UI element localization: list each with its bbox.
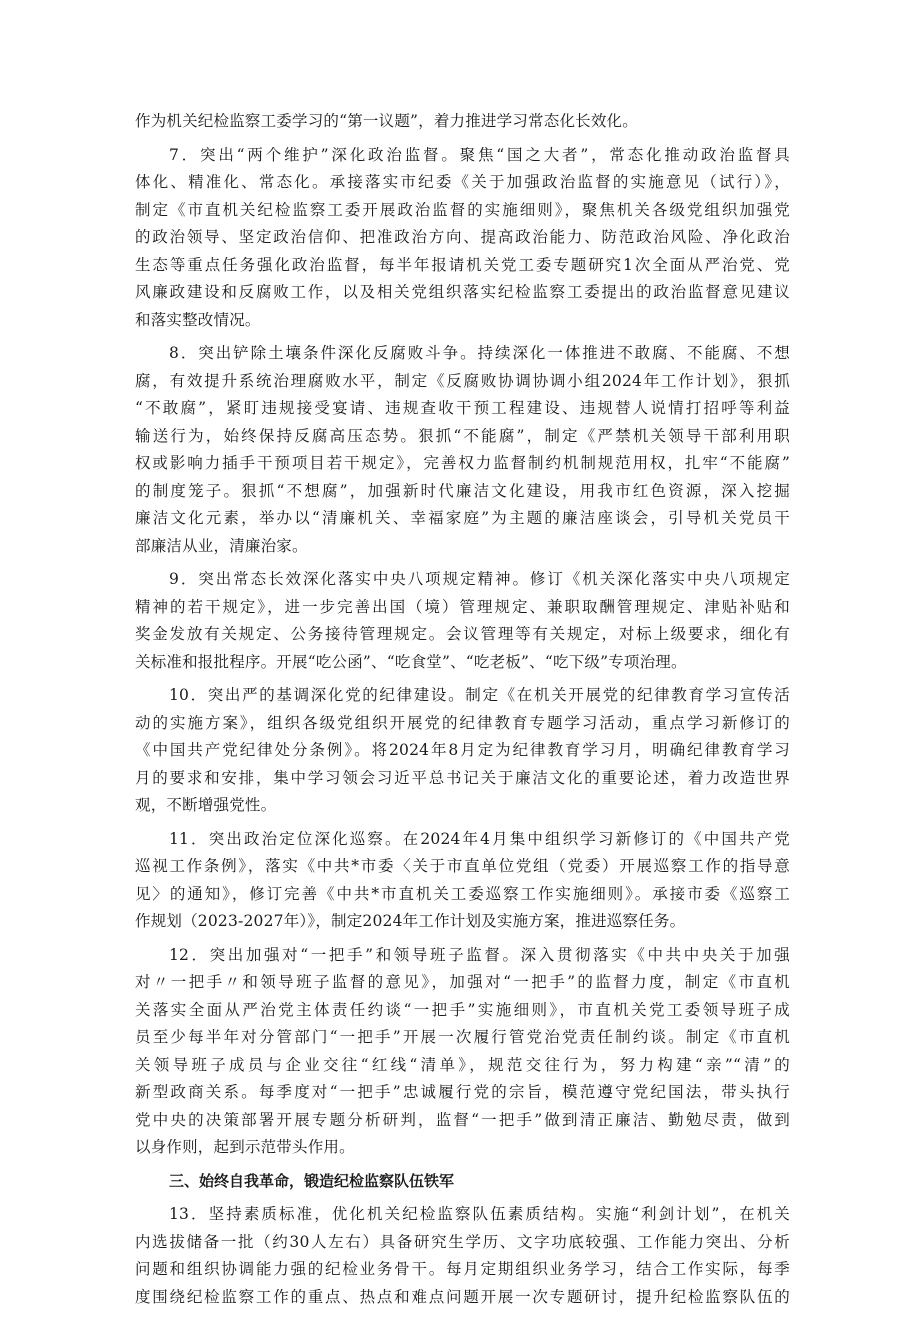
text-line: 腐，有效提升系统治理腐败水平，制定《反腐败协调协调小组2024年工作计划》，狠抓 xyxy=(135,371,790,390)
text-line: 关领导班子成员与企业交往“红线“清单》，规范交往行为，努力构建“亲”“清”的 xyxy=(135,1055,790,1074)
paragraph-item-10 xyxy=(135,682,790,820)
text-line: 度围绕纪检监察工作的重点、热点和难点问题开展一次专题研讨，提升纪检监察队伍的 xyxy=(135,1287,790,1306)
text-line: 关标准和报批程序。开展“吃公函”、“吃食堂”、“吃老板”、“吃下级”专项治理。 xyxy=(135,652,687,671)
text-line: 的政治领导、坚定政治信仰、把准政治方向、提高政治能力、防范政治风险、净化政治 xyxy=(135,228,790,246)
text-line: 以身作则，起到示范带头作用。 xyxy=(135,1138,355,1156)
text-line: 内选拔储备一批（约30人左右）具备研究生学历、文字功底较强、工作能力突出、分析 xyxy=(135,1232,790,1251)
text-line: 10．突出严的基调深化党的纪律建设。制定《在机关开展党的纪律教育学习宣传活 xyxy=(169,686,790,704)
text-line: 制定《市直机关纪检监察工委开展政治监督的实施细则》，聚焦机关各级党组织加强党 xyxy=(135,200,790,219)
text-line: 作规划（2023-2027年）》，制定2024年工作计划及实施方案，推进巡察任务。 xyxy=(135,912,686,930)
paragraph-item-12 xyxy=(135,942,790,1162)
text-line: 8．突出铲除土壤条件深化反腐败斗争。持续深化一体推进不敢腐、不能腐、不想 xyxy=(169,344,790,362)
text-line: 作为机关纪检监察工委学习的“第一议题”，着力推进学习常态化长效化。 xyxy=(135,112,638,130)
text-line: 奖金发放有关规定、公务接待管理规定。会议管理等有关规定，对标上级要求，细化有 xyxy=(135,625,790,643)
text-line: 新型政商关系。每季度对“一把手”忠诚履行党的宗旨，模范遵守党纪国法，带头执行 xyxy=(135,1083,790,1101)
text-line: 7．突出“两个维护”深化政治监督。聚焦“国之大者”，常态化推动政治监督具 xyxy=(169,145,790,164)
text-line: 体化、精准化、常态化。承接落实市纪委《关于加强政治监督的实施意见（试行）》， xyxy=(135,173,790,191)
text-line: 精神的若干规定》，进一步完善出国（境）管理规定、兼职取酬管理规定、津贴补贴和 xyxy=(135,597,790,616)
text-line: “不敢腐”，紧盯违规接受宴请、违规查收干预工程建设、违规替人说情打招呼等利益 xyxy=(135,399,790,417)
text-line: 《中国共产党纪律处分条例》。将2024年8月定为纪律教育学习月，明确纪律教育学习 xyxy=(135,741,790,759)
paragraph-item-9 xyxy=(135,566,790,676)
text-line: 9．突出常态长效深化落实中央八项规定精神。修订《机关深化落实中央八项规定 xyxy=(169,570,790,588)
text-line: 见〉的通知》，修订完善《中共*市直机关工委巡察工作实施细则》。承接市委《巡察工 xyxy=(135,884,790,903)
text-line: 巡视工作条例》，落实《中共*市委〈关于市直单位党组（党委）开展巡察工作的指导意 xyxy=(135,857,790,875)
paragraph-item-7 xyxy=(135,142,790,335)
text-line: 13．坚持素质标准，优化机关纪检监察队伍素质结构。实施“利剑计划”，在机关 xyxy=(169,1205,790,1223)
paragraph-item-11 xyxy=(135,826,790,936)
text-line: 输送行为，始终保持反腐高压态势。狠抓“不能腐”，制定《严禁机关领导干部利用职 xyxy=(135,426,790,445)
document-page xyxy=(135,108,790,1317)
text-line: 的制度笼子。狠抓“不想腐”，加强新时代廉洁文化建设，用我市红色资源，深入挖掘 xyxy=(135,481,790,500)
text-line: 部廉洁从业，清廉治家。 xyxy=(135,536,308,555)
text-line: 党中央的决策部署开展专题分析研判，监督“一把手”做到清正廉洁、勤勉尽责，做到 xyxy=(135,1110,790,1129)
text-line: 和落实整改情况。 xyxy=(135,310,261,329)
text-line: 动的实施方案》，组织各级党组织开展党的纪律教育专题学习活动，重点学习新修订的 xyxy=(135,713,790,732)
text-line: 问题和组织协调能力强的纪检业务骨干。每月定期组织业务学习，结合工作实际，每季 xyxy=(135,1260,790,1278)
text-line: 11．突出政治定位深化巡察。在2024年4月集中组织学习新修订的《中国共产党 xyxy=(169,829,790,848)
text-line: 风廉政建设和反腐败工作，以及相关党组织落实纪检监察工委提出的政治监督意见建议 xyxy=(135,283,790,301)
text-line: 关落实全面从严治党主体责任约谈“一把手”实施细则》，市直机关党工委领导班子成 xyxy=(135,1000,790,1019)
text-line: 12．突出加强对“一把手”和领导班子监督。深入贯彻落实《中共中央关于加强 xyxy=(169,945,790,964)
section-heading: 三、始终自我革命，锻造纪检监察队伍铁军 xyxy=(169,1171,455,1190)
text-line: 对〃一把手〃和领导班子监督的意见》，加强对“一把手”的监督力度，制定《市直机 xyxy=(135,973,790,991)
paragraph-continuation xyxy=(135,108,790,136)
text-line: 员至少每半年对分管部门“一把手”开展一次履行管党治党责任制约谈。制定《市直机 xyxy=(135,1028,790,1046)
text-line: 月的要求和安排，集中学习领会习近平总书记关于廉洁文化的重要论述，着力改造世界 xyxy=(135,768,790,787)
paragraph-item-8 xyxy=(135,340,790,560)
paragraph-item-13 xyxy=(135,1201,790,1311)
text-line: 权或影响力插手干预项目若干规定》，完善权力监督制约机制规范用权，扎牢“不能腐” xyxy=(135,454,790,472)
text-line: 生态等重点任务强化政治监督，每半年报请机关党工委专题研究1次全面从严治党、党 xyxy=(135,255,790,274)
text-line: 观，不断增强党性。 xyxy=(135,796,277,814)
text-line: 廉洁文化元素，举办以“清廉机关、幸福家庭”为主题的廉洁座谈会，引导机关党员干 xyxy=(135,509,790,527)
